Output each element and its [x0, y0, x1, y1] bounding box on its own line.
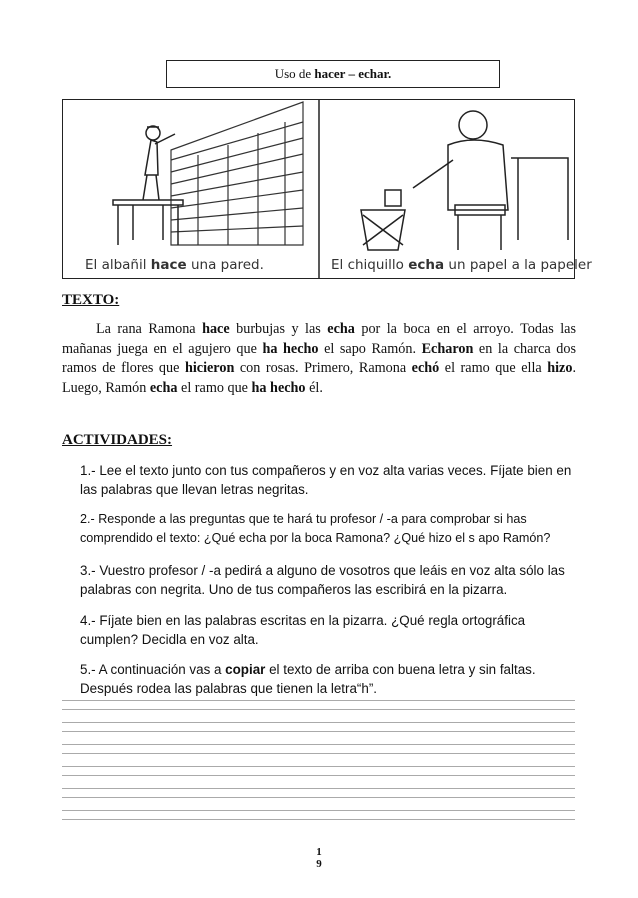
caption-right-a: El chiquillo [331, 257, 409, 273]
activity-1: 1.- Lee el texto junto con tus compañeros y en voz alta varias veces. Fíjate bien en las palabras que llevan letras negritas. [80, 463, 572, 497]
texto-segment: burbujas y las [229, 321, 328, 337]
activity-5-pre: 5.- A continuación vas a [80, 662, 226, 677]
writing-line[interactable] [62, 722, 575, 723]
title-bold: hacer – echar. [314, 66, 392, 81]
activity-5-bold: copiar [225, 662, 266, 677]
actividades-heading: ACTIVIDADES: [62, 432, 173, 448]
writing-line[interactable] [62, 731, 575, 732]
writing-line[interactable] [62, 775, 575, 776]
texto-segment: hace [202, 321, 230, 337]
writing-line[interactable] [62, 744, 575, 745]
page-number-1: 1 [316, 846, 322, 858]
caption-right-c: un papel a la papeler [444, 257, 592, 273]
caption-right-b: echa [408, 257, 445, 273]
texto-paragraph [62, 320, 576, 398]
texto-segment: ha hecho [251, 379, 306, 396]
activity-4: 4.- Fíjate bien en las palabras escritas en la pizarra. ¿Qué regla ortográfica cumplen? Decidla en voz alta. [80, 613, 526, 647]
illustration [62, 99, 592, 279]
texto-segment: él. [305, 379, 323, 396]
texto-segment: el ramo que ella [439, 360, 548, 377]
illustration-drawing [63, 100, 574, 278]
activity-3: 3.- Vuestro profesor / -a pedirá a alguno de vosotros que leáis en voz alta sólo las palabras con negrita. Uno de tus compañeros las escribirá en la pizarra. [80, 563, 565, 597]
writing-line[interactable] [62, 819, 575, 820]
texto-segment: con rosas. Primero, Ramona [234, 360, 412, 377]
texto-segment: hizo [547, 360, 573, 377]
texto-segment: . Luego, Ramón [62, 360, 576, 396]
caption-left-b: hace [150, 257, 187, 273]
activity-5 [80, 660, 575, 698]
texto-segment: La rana Ramona [96, 321, 203, 337]
title-box [166, 60, 500, 88]
page-number-2: 9 [316, 858, 322, 870]
texto-segment: ha hecho [262, 340, 319, 357]
texto-segment: por la boca en el arroyo. Todas las mañanas juega en el agujero que [62, 321, 576, 357]
caption-left-a: El albañil [85, 257, 151, 273]
caption-left [85, 257, 264, 273]
writing-line[interactable] [62, 766, 575, 767]
writing-line[interactable] [62, 788, 575, 789]
texto-segment: el ramo que [177, 379, 252, 396]
writing-line[interactable] [62, 700, 575, 701]
texto-heading: TEXTO: [62, 292, 120, 308]
texto-segment: el sapo Ramón. [318, 340, 422, 357]
writing-line[interactable] [62, 709, 575, 710]
texto-segment: Echaron [421, 340, 474, 357]
title-prefix: Uso de [274, 66, 315, 81]
texto-segment: echó [411, 360, 440, 377]
texto-segment: hicieron [184, 360, 235, 377]
writing-line[interactable] [62, 810, 575, 811]
writing-line[interactable] [62, 797, 575, 798]
writing-line[interactable] [62, 753, 575, 754]
activity-2: 2.- Responde a las preguntas que te hará tu profesor / -a para comprobar si has comprendido el texto: ¿Qué echa por la boca Ramona? ¿Qué hizo el s apo Ramón? [80, 512, 551, 545]
activity-5-post: el texto de arriba con buena letra y sin faltas. Después rodea las palabras que tienen la letra“h”. [80, 662, 536, 696]
texto-segment: en la charca dos ramos de flores que [62, 340, 577, 377]
texto-segment: echa [327, 321, 355, 337]
texto-segment: echa [149, 379, 178, 396]
caption-right [331, 257, 592, 273]
caption-left-c: una pared. [186, 257, 264, 273]
